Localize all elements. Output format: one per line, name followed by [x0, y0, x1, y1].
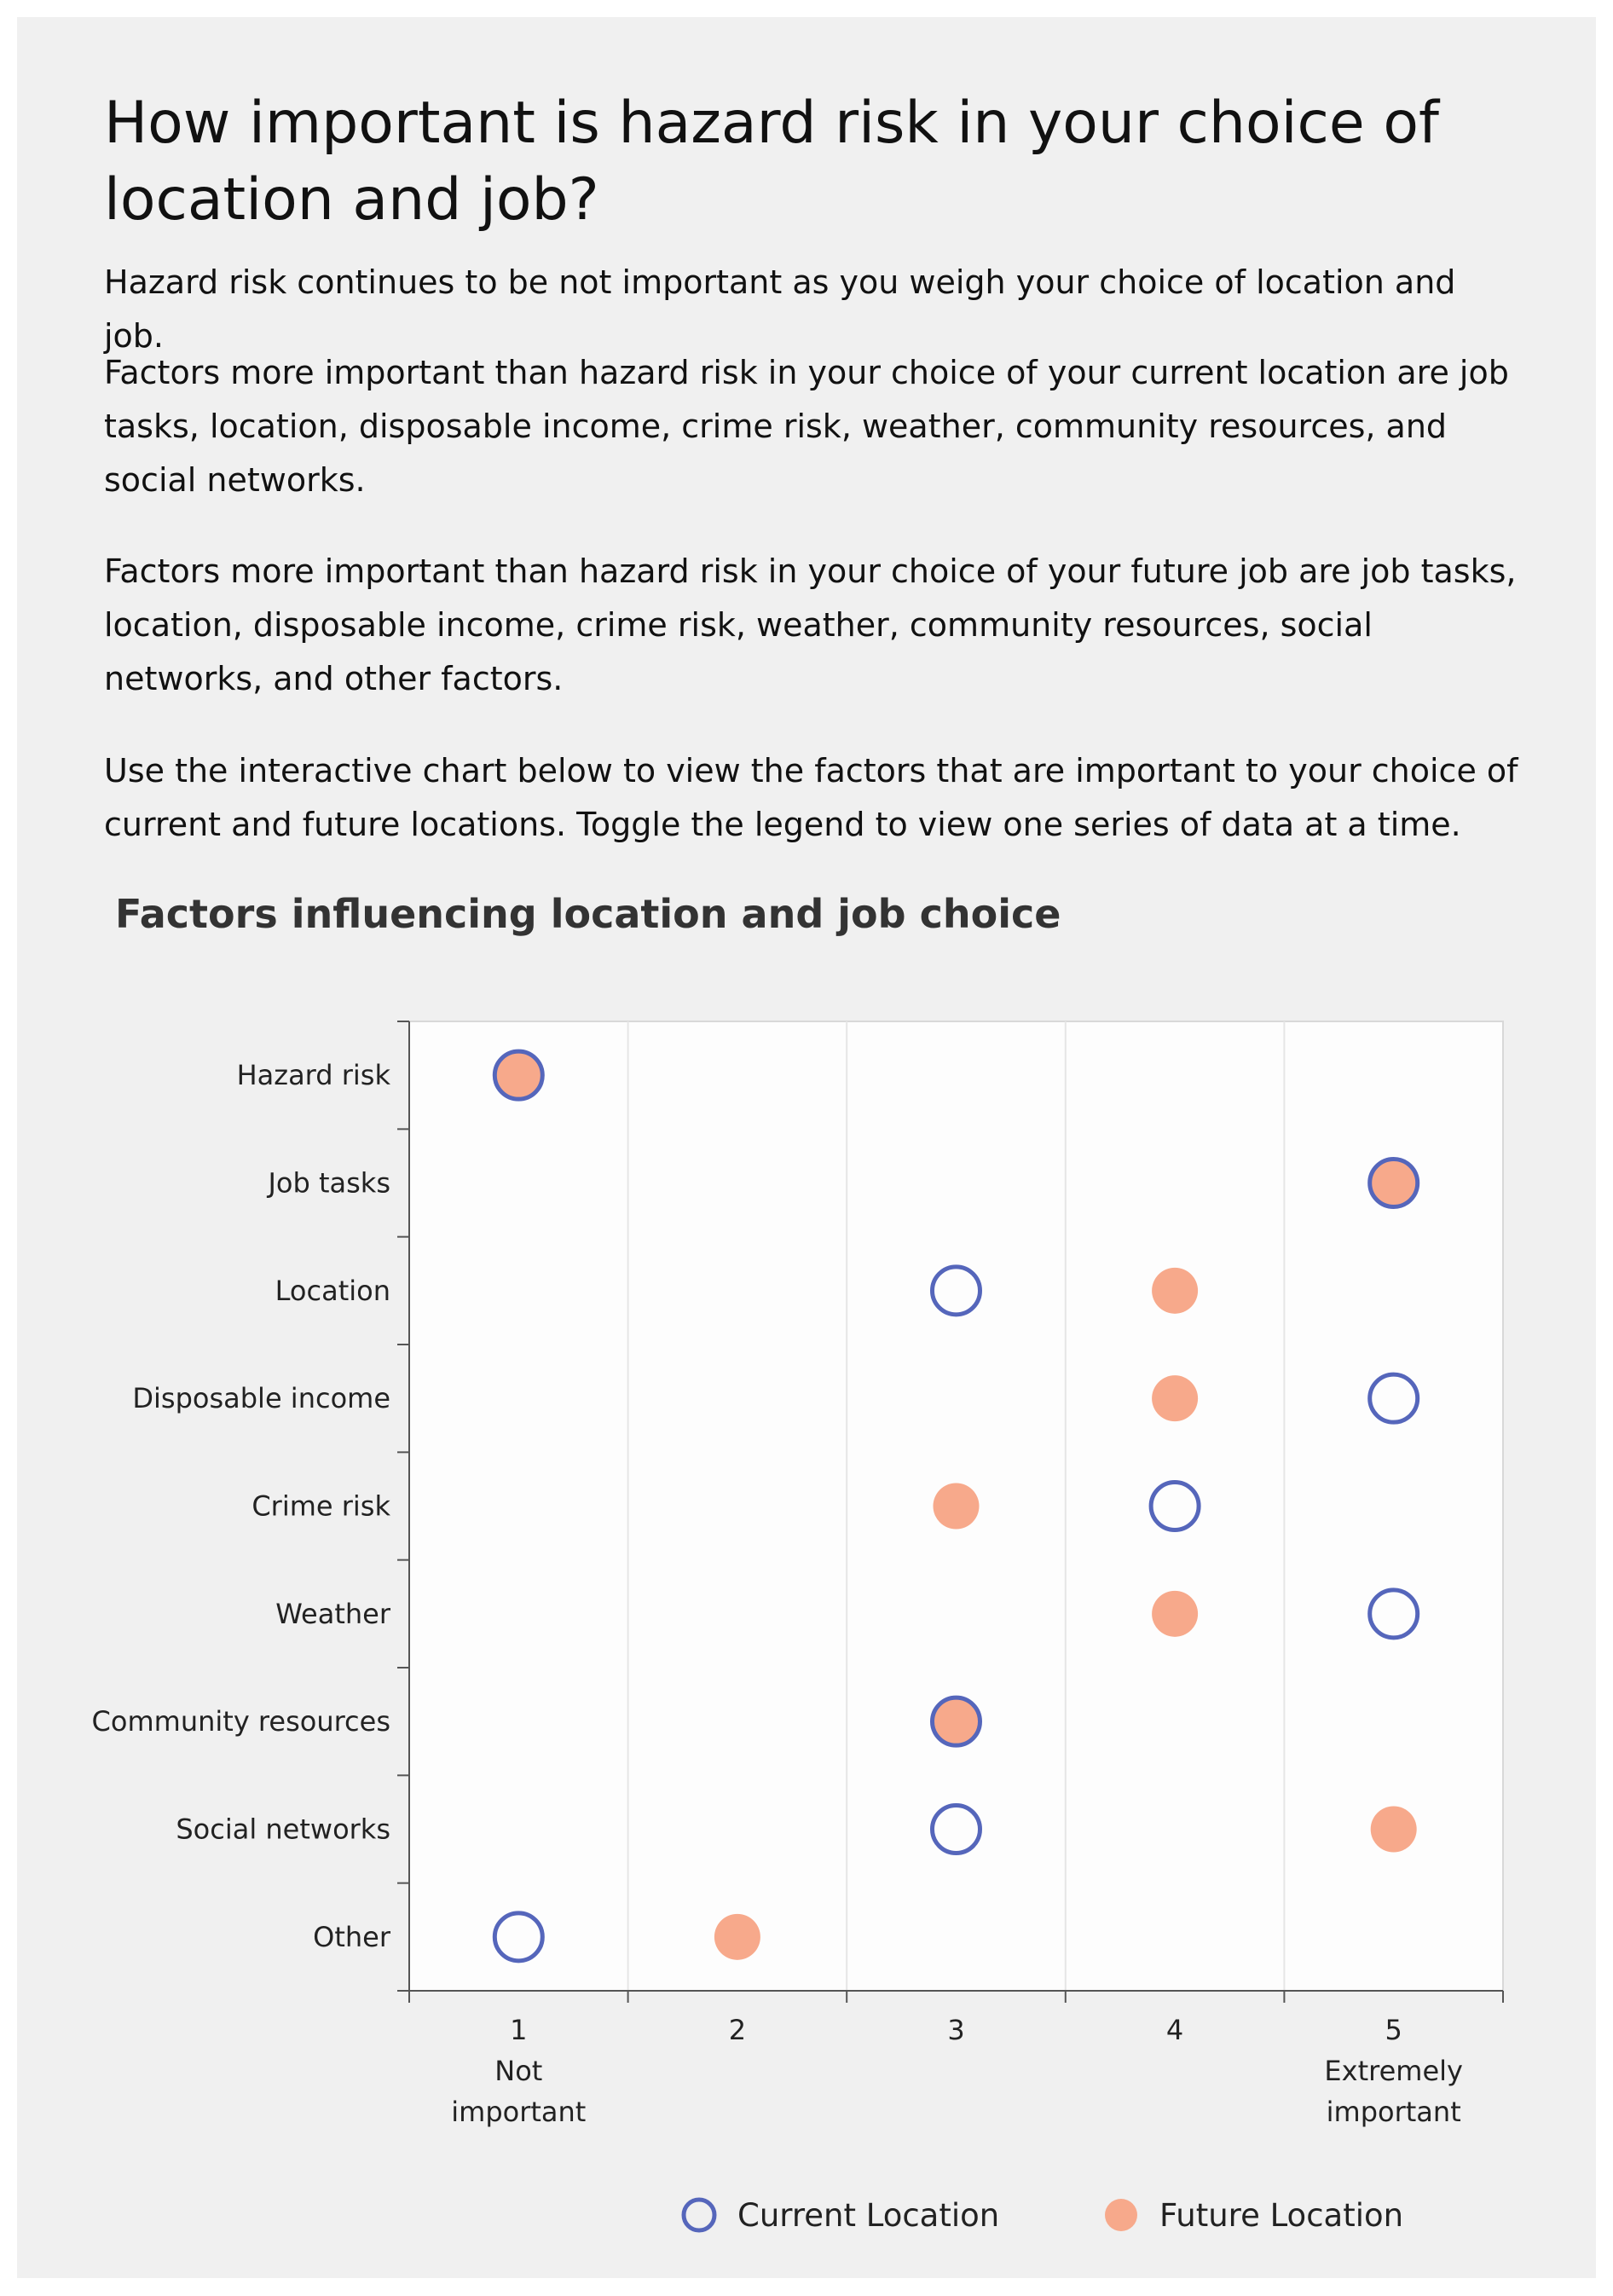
- y-tick-label: Location: [275, 1274, 390, 1307]
- chart-title: Factors influencing location and job choice: [115, 891, 1061, 937]
- x-tick-sublabel: Extremely: [1324, 2055, 1463, 2087]
- y-tick-label: Crime risk: [251, 1489, 390, 1523]
- legend-item-current-location[interactable]: [684, 2197, 999, 2234]
- x-tick-label: 2: [728, 2014, 747, 2046]
- future-job-paragraph: Factors more important than hazard risk in your choice of your future job are job tasks, location, disposable income, crime risk, weather, community resources, social networks, and other factors.: [104, 552, 1517, 697]
- y-tick-label: Community resources: [91, 1705, 390, 1738]
- summary-paragraph: Hazard risk continues to be not important as you weigh your choice of location and job.: [104, 263, 1456, 355]
- x-tick-labels: [451, 2014, 1463, 2128]
- y-tick-label: Weather: [275, 1597, 390, 1630]
- y-tick-label: Disposable income: [132, 1382, 390, 1415]
- y-tick-labels: [92, 1059, 391, 1953]
- x-tick-sublabel: Not: [494, 2055, 543, 2087]
- future-location-point: [934, 1483, 980, 1530]
- y-tick-label: Job tasks: [268, 1166, 390, 1200]
- legend-item-future-location[interactable]: [1105, 2197, 1403, 2234]
- legend-label: Future Location: [1159, 2197, 1404, 2234]
- x-tick-sublabel: important: [1326, 2096, 1461, 2128]
- instructions-paragraph: Use the interactive chart below to view the factors that are important to your choice of current and future locations. Toggle the legend to view one series of data at a time.: [104, 752, 1518, 843]
- y-tick-label: Other: [313, 1920, 390, 1953]
- future-location-point: [1152, 1591, 1198, 1637]
- x-tick-label: 4: [1165, 2014, 1184, 2046]
- legend-label: Current Location: [737, 2197, 1000, 2234]
- y-tick-label: Hazard risk: [236, 1059, 390, 1092]
- legend-marker: [684, 2200, 714, 2230]
- x-tick-sublabel: important: [451, 2096, 587, 2128]
- y-tick-label: Social networks: [176, 1813, 390, 1846]
- x-tick-label: 3: [947, 2014, 965, 2046]
- page-heading: How important is hazard risk in your choice of location and job?: [104, 90, 1439, 234]
- future-location-point: [1152, 1268, 1198, 1314]
- x-tick-label: 5: [1385, 2014, 1402, 2046]
- x-tick-label: 1: [510, 2014, 528, 2046]
- future-location-point: [1371, 1807, 1417, 1853]
- current-location-paragraph: Factors more important than hazard risk in your choice of your current location are job tasks, location, disposable income, crime risk, weather, community resources, and social networks.: [104, 354, 1509, 499]
- legend-marker: [1105, 2199, 1137, 2231]
- future-location-point: [714, 1914, 760, 1960]
- future-location-point: [1152, 1375, 1198, 1421]
- legend[interactable]: [684, 2197, 1403, 2234]
